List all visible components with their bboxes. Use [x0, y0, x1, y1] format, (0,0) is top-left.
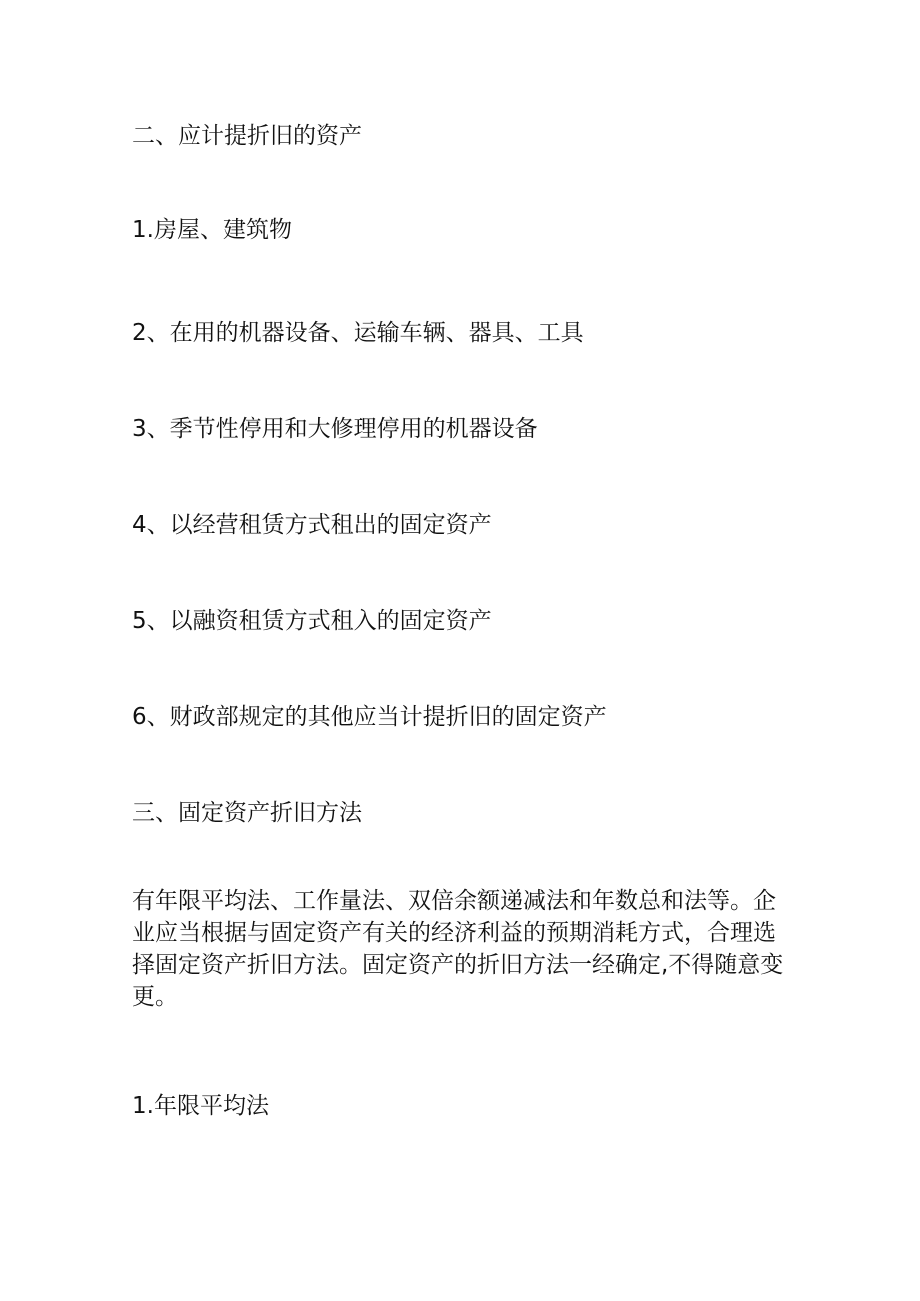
- list-item-1: 1.房屋、建筑物: [132, 217, 292, 243]
- list-item-5: 5、以融资租赁方式租入的固定资产: [132, 608, 492, 634]
- list-item-2: 2、在用的机器设备、运输车辆、器具、工具: [132, 320, 584, 346]
- paragraph-line: 更。: [132, 984, 178, 1010]
- paragraph-line: 择固定资产折旧方法。固定资产的折旧方法一经确定,不得随意变: [132, 952, 784, 978]
- paragraph-line: 有年限平均法、工作量法、双倍余额递减法和年数总和法等。企: [132, 888, 776, 914]
- list-item-3: 3、季节性停用和大修理停用的机器设备: [132, 416, 538, 442]
- section-heading-3: 三、固定资产折旧方法: [132, 800, 362, 826]
- subheading-straight-line-method: 1.年限平均法: [132, 1093, 269, 1119]
- list-item-6: 6、财政部规定的其他应当计提折旧的固定资产: [132, 704, 607, 730]
- section-heading-2: 二、应计提折旧的资产: [132, 123, 362, 149]
- list-item-4: 4、以经营租赁方式租出的固定资产: [132, 512, 492, 538]
- paragraph-line: 业应当根据与固定资产有关的经济利益的预期消耗方式，合理选: [132, 920, 776, 946]
- method-paragraph: [132, 885, 792, 1013]
